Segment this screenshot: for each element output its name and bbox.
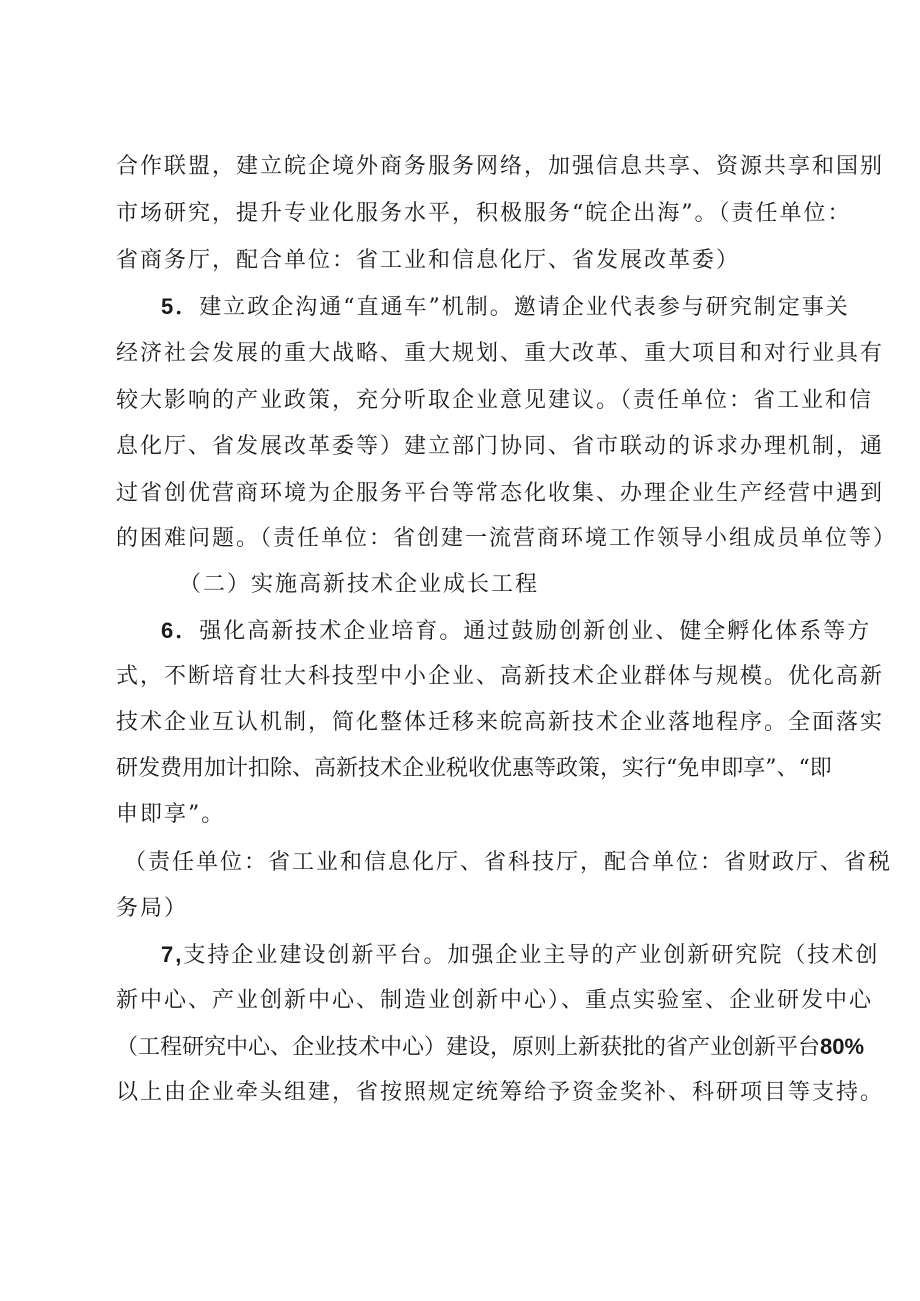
item-6-heading-line: 6．强化高新技术企业培育。通过鼓励创新创业、健全孵化体系等方 [161, 618, 872, 644]
paragraph-line: 的困难问题。（责任单位：省创建一流营商环境工作领导小组成员单位等） [116, 526, 898, 551]
paragraph-line: 技术企业互认机制，简化整体迁移来皖高新技术企业落地程序。全面落实 [116, 710, 885, 735]
item-number: 6． [161, 618, 200, 643]
section-heading: （二）实施高新技术企业成长工程 [179, 572, 540, 597]
paragraph-line: 务局） [116, 896, 189, 921]
item-5-heading-line: 5．建立政企沟通“直通车”机制。邀请企业代表参与研究制定事关 [161, 294, 850, 320]
paragraph-line: 新中心、产业创新中心、制造业创新中心）、重点实验室、企业研发中心 [116, 988, 874, 1013]
paragraph-line: 经济社会发展的重大战略、重大规划、重大改革、重大项目和对行业具有 [116, 341, 885, 366]
item-number: 7, [161, 942, 184, 967]
percent-value: 80% [820, 1034, 865, 1059]
paragraph-line: 过省创优营商环境为企服务平台等常态化收集、办理企业生产经营中遇到 [116, 481, 885, 506]
paragraph-line: 较大影响的产业政策，充分听取企业意见建议。（责任单位：省工业和信 [116, 388, 874, 413]
paragraph-line: 式，不断培育壮大科技型中小企业、高新技术企业群体与规模。优化高新 [116, 664, 885, 689]
paragraph-line: 合作联盟，建立皖企境外商务服务网络，加强信息共享、资源共享和国别 [116, 154, 885, 179]
paragraph-line: （工程研究中心、企业技术中心）建设，原则上新获批的省产业创新平台80% [116, 1034, 865, 1060]
paragraph-line: 省商务厅，配合单位：省工业和信息化厅、省发展改革委） [116, 248, 741, 273]
paragraph-line: 申即享”。 [116, 802, 226, 827]
item-7-heading-line: 7,支持企业建设创新平台。加强企业主导的产业创新研究院（技术创 [161, 942, 880, 968]
paragraph-line: 以上由企业牵头组建，省按照规定统筹给予资金奖补、科研项目等支持。 [116, 1080, 885, 1105]
paragraph-line: 市场研究，提升专业化服务水平，积极服务“皖企出海”。（责任单位： [116, 201, 852, 226]
item-number: 5． [161, 294, 200, 319]
paragraph-line: 息化厅、省发展改革委等）建立部门协同、省市联动的诉求办理机制，通 [116, 434, 885, 459]
paragraph-line: 研发费用加计扣除、高新技术企业税收优惠等政策，实行“免申即享”、“即 [116, 756, 832, 781]
paragraph-line: （责任单位：省工业和信息化厅、省科技厅，配合单位：省财政厅、省税 [124, 850, 893, 875]
